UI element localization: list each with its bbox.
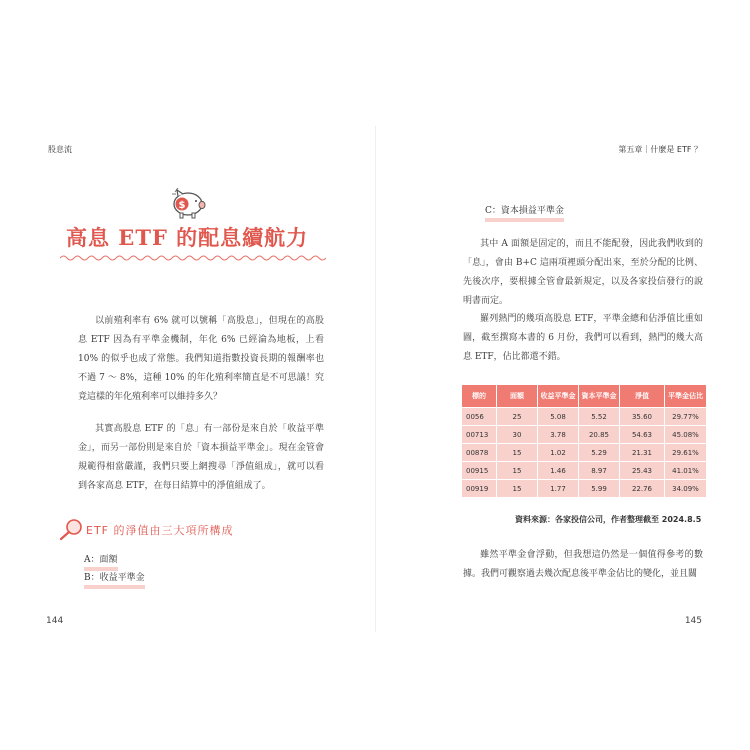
table-cell: 29.77% (665, 408, 707, 426)
table-row (462, 462, 707, 480)
table-cell: 30 (497, 426, 538, 444)
book-spread (26, 126, 724, 632)
body-paragraph: 雖然平準金會浮動，但我想這仍然是一個值得參考的數據。我們可觀察過去幾次配息後平準金佔比的變化，並且關 (463, 550, 703, 579)
table-cell: 8.97 (579, 462, 620, 480)
table-cell: 54.63 (620, 426, 665, 444)
table-cell: 0056 (462, 408, 497, 426)
table-source-note: 資料來源：各家投信公司，作者整理截至 2024.8.5 (515, 515, 702, 524)
running-head-left: 股息流 (48, 145, 72, 154)
etf-table (461, 384, 707, 498)
table-cell: 5.29 (579, 444, 620, 462)
table-row (462, 408, 707, 426)
table-cell: 3.78 (538, 426, 579, 444)
table-header: 資本平準金 (579, 385, 620, 408)
table-cell: 5.08 (538, 408, 579, 426)
list-item-a: A：面額 (84, 554, 118, 571)
table-cell: 1.02 (538, 444, 579, 462)
table-row (462, 426, 707, 444)
table-cell: 34.09% (665, 480, 707, 498)
table-cell: 15 (497, 444, 538, 462)
table-cell: 25.43 (620, 462, 665, 480)
table-cell: 00878 (462, 444, 497, 462)
table-cell: 1.46 (538, 462, 579, 480)
body-paragraph: 其中 A 面額是固定的，而且不能配發，因此我們收到的「息」，會由 B+C 這兩項裡頭分配出來，至於分配的比例、先後次序，要根據全管會最新規定，以及各家投信發行的說明書而定。 (463, 239, 703, 306)
page-number-right: 145 (684, 616, 702, 626)
table-cell: 1.77 (538, 480, 579, 498)
section-title: ETF 的淨值由三大項所構成 (86, 524, 234, 537)
body-paragraph: 其實高股息 ETF 的「息」有一部份是來自於「收益平準金」，而另一部份則是來自於「資本損益平準金」。現在金管會規範得相當嚴謹，我們只要上網搜尋「淨值組成」，就可以看到各家高息 ETF，在每日結算中的淨值組成了。 (78, 424, 324, 491)
table-cell: 00919 (462, 480, 497, 498)
table-row (462, 480, 707, 498)
table-cell: 15 (497, 480, 538, 498)
table-cell: 00915 (462, 462, 497, 480)
right-page (375, 126, 724, 632)
section-heading (58, 518, 318, 542)
page-number-left: 144 (46, 616, 64, 626)
list-item-c: C：資本損益平準金 (485, 205, 564, 222)
body-paragraph: 以前殖利率有 6% 就可以號稱「高股息」，但現在的高股息 ETF 因為有平準金機制，年化 6% 已經淪為地板，上看 10% 的似乎也成了常態。我們知道指數投資長期的報酬率也不過 7 ～ 8%，這種 10% 的年化殖利率簡直是不可思議！究竟這樣的年化殖利率可以維持多久？ (78, 316, 324, 402)
piggy-bank-icon (168, 184, 206, 220)
table-cell: 35.60 (620, 408, 665, 426)
table-cell: 5.52 (579, 408, 620, 426)
table-header: 收益平準金 (538, 385, 579, 408)
table-header: 淨值 (620, 385, 665, 408)
table-header-row (462, 385, 707, 408)
table-cell: 41.01% (665, 462, 707, 480)
table-cell: 45.08% (665, 426, 707, 444)
table-header: 面額 (497, 385, 538, 408)
table-cell: 00713 (462, 426, 497, 444)
running-head-right: 第五章｜什麼是 ETF ？ (618, 145, 702, 154)
svg-text:$: $ (178, 200, 186, 211)
chapter-title: 高息 ETF 的配息續航力 (66, 225, 309, 250)
table-cell: 22.76 (620, 480, 665, 498)
table-row (462, 444, 707, 462)
table-cell: 25 (497, 408, 538, 426)
table-cell: 21.31 (620, 444, 665, 462)
table-header: 平準金佔比 (665, 385, 707, 408)
body-paragraph: 羅列熱門的幾項高股息 ETF，平準金總和佔淨值比重如圖，截至撰寫本書的 6 月份，我們可以看到，熱門的幾大高息 ETF，佔比都還不錯。 (463, 314, 703, 362)
table-cell: 20.85 (579, 426, 620, 444)
table-header: 標的 (462, 385, 497, 408)
magnifier-icon (58, 518, 84, 542)
left-page (26, 126, 375, 632)
list-item-b: B：收益平準金 (84, 572, 145, 589)
table-cell: 15 (497, 462, 538, 480)
table-cell: 5.99 (579, 480, 620, 498)
title-wave-divider (60, 254, 326, 262)
table-cell: 29.61% (665, 444, 707, 462)
